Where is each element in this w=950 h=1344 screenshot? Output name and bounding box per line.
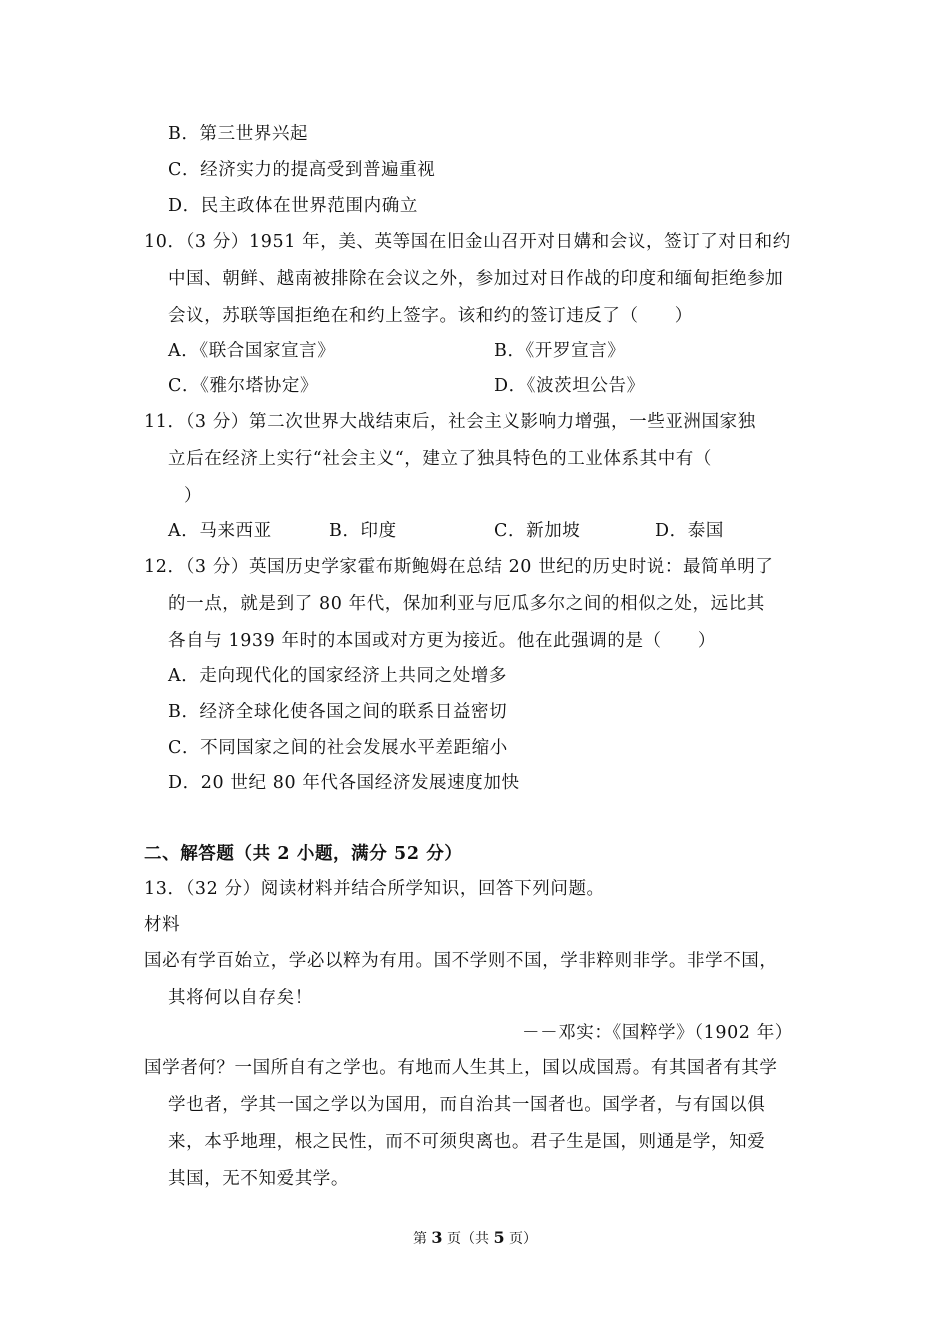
q10-stem-line3: 会议，苏联等国拒绝在和约上签字。该和约的签订违反了（ ） (168, 306, 693, 326)
q11-option-c: C．新加坡 (494, 521, 581, 541)
material-p2-line1: 国学者何？一国所自有之学也。有地而人生其上，国以成国焉。有其国者有其学 (144, 1058, 778, 1078)
footer-mid: 页（共 (447, 1231, 489, 1247)
footer-suffix: 页） (509, 1231, 538, 1247)
material-p1-line2: 其将何以自存矣！ (168, 988, 313, 1008)
q13-stem: 13．（32 分）阅读材料并结合所学知识，回答下列问题。 (144, 879, 605, 899)
material-label: 材料 (144, 915, 181, 935)
q10-stem-line1: 10．（3 分）1951 年，美、英等国在旧金山召开对日媾和会议，签订了对日和约 (144, 232, 791, 252)
q9-option-d: D．民主政体在世界范围内确立 (168, 196, 418, 216)
q11-stem-line2: 立后在经济上实行“社会主义“，建立了独具特色的工业体系其中有（ (168, 449, 712, 469)
material-p1-source: －－邓实：《国粹学》（1902 年） (522, 1023, 793, 1043)
material-p1-line1: 国必有学百始立，学必以粹为有用。国不学则不国，学非粹则非学。非学不国， (144, 951, 778, 971)
footer-total-pages: 5 (493, 1228, 505, 1247)
q12-stem-line3: 各自与 1939 年时的本国或对方更为接近。他在此强调的是（ ） (168, 631, 716, 651)
q10-option-a: A．《联合国家宣言》 (168, 341, 336, 361)
footer-page-number: 3 (431, 1228, 443, 1247)
q12-option-d: D．20 世纪 80 年代各国经济发展速度加快 (168, 773, 520, 793)
q12-option-c: C．不同国家之间的社会发展水平差距缩小 (168, 738, 508, 758)
q12-option-a: A．走向现代化的国家经济上共同之处增多 (168, 666, 508, 686)
footer-prefix: 第 (412, 1231, 427, 1247)
q9-option-b: B．第三世界兴起 (168, 124, 309, 144)
q11-stem-line3: ） (184, 486, 203, 506)
section-heading: 二、解答题（共 2 小题，满分 52 分） (144, 844, 463, 864)
material-p2-line3: 来，本乎地理，根之民性，而不可须臾离也。君子生是国，则通是学，知爱 (168, 1132, 766, 1152)
page-footer (0, 1228, 950, 1248)
q11-option-a: A．马来西亚 (168, 521, 272, 541)
q12-stem-line2: 的一点，就是到了 80 年代，保加利亚与厄瓜多尔之间的相似之处，远比其 (168, 594, 765, 614)
q10-option-c: C．《雅尔塔协定》 (168, 376, 319, 396)
material-p2-line2: 学也者，学其一国之学以为国用，而自治其一国者也。国学者，与有国以俱 (168, 1095, 766, 1115)
material-p2-line4: 其国，无不知爱其学。 (168, 1169, 349, 1189)
q12-option-b: B．经济全球化使各国之间的联系日益密切 (168, 702, 508, 722)
q10-option-b: B．《开罗宣言》 (494, 341, 626, 361)
q11-stem-line1: 11．（3 分）第二次世界大战结束后，社会主义影响力增强，一些亚洲国家独 (144, 412, 756, 432)
q10-option-d: D．《波茨坦公告》 (494, 376, 645, 396)
q12-stem-line1: 12．（3 分）英国历史学家霍布斯鲍姆在总结 20 世纪的历史时说：最简单明了 (144, 557, 774, 577)
q11-option-d: D．泰国 (655, 521, 724, 541)
q10-stem-line2: 中国、朝鲜、越南被排除在会议之外，参加过对日作战的印度和缅甸拒绝参加 (168, 269, 784, 289)
q11-option-b: B．印度 (329, 521, 397, 541)
q9-option-c: C．经济实力的提高受到普遍重视 (168, 160, 436, 180)
